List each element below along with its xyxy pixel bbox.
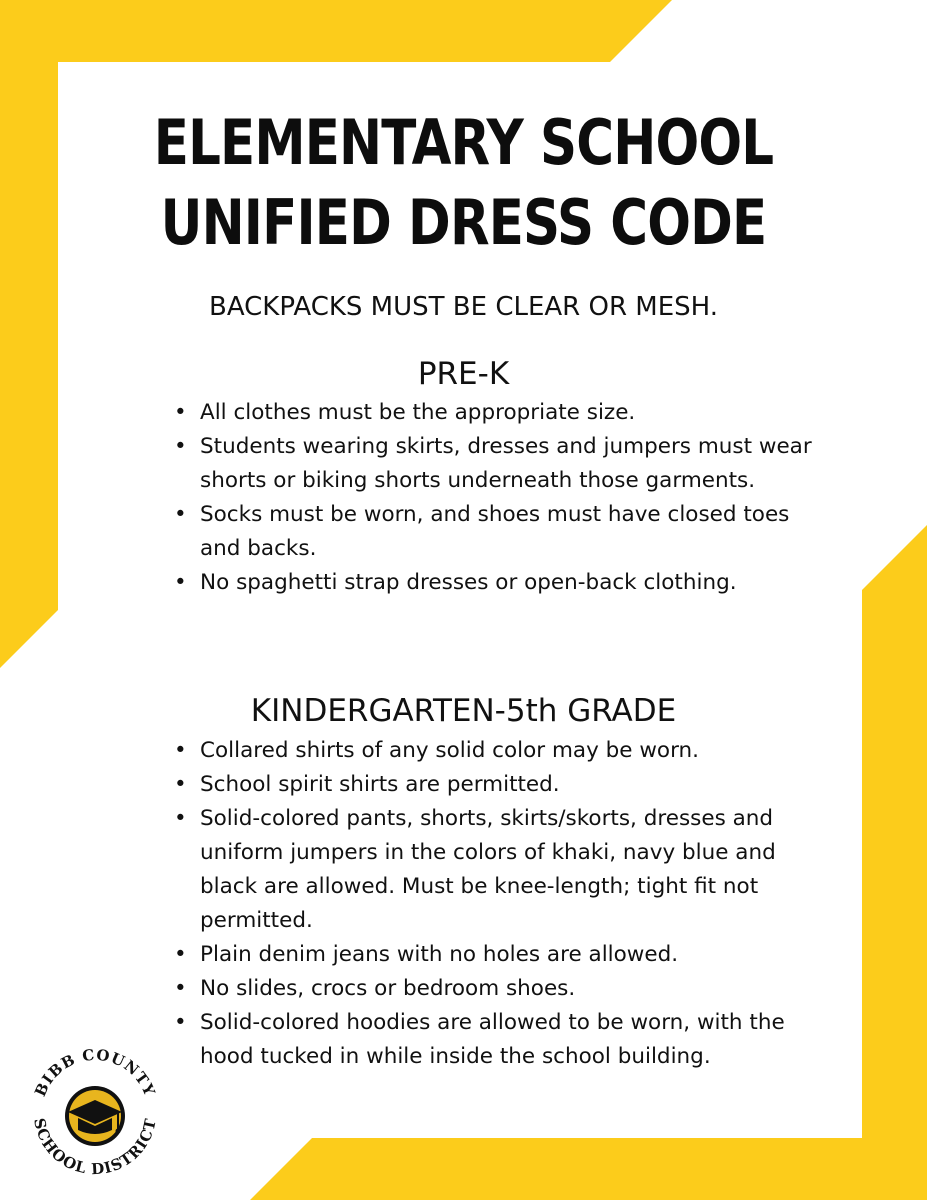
list-item: • Socks must be worn, and shoes must have closed toes and backs. [174, 498, 814, 566]
district-logo [20, 1038, 170, 1188]
page-title-line2: UNIFIED DRESS CODE [160, 186, 767, 259]
section-heading-k5: KINDERGARTEN-5th GRADE [250, 693, 677, 729]
backpack-notice: BACKPACKS MUST BE CLEAR OR MESH. [208, 292, 719, 322]
list-item: • Solid-colored pants, shorts, skirts/skorts, dresses and uniform jumpers in the colors of khaki, navy blue and black are allowed. Must be knee-length; tight fit not permitted. [174, 802, 814, 938]
list-item: • Students wearing skirts, dresses and jumpers must wear shorts or biking shorts underneath those garments. [174, 430, 814, 498]
logo-text-bottom: SCHOOL DISTRICT [30, 1116, 160, 1179]
graduation-cap-icon [65, 1086, 125, 1146]
list-item: • Collared shirts of any solid color may be worn. [174, 734, 814, 768]
page-title-line1: ELEMENTARY SCHOOL [153, 106, 774, 179]
list-item: • All clothes must be the appropriate size. [174, 396, 814, 430]
list-item: • No spaghetti strap dresses or open-back clothing. [174, 566, 814, 600]
prek-rules-list [174, 396, 814, 600]
section-heading-prek: PRE-K [417, 356, 510, 392]
list-item: • Plain denim jeans with no holes are allowed. [174, 938, 814, 972]
k5-rules-list [174, 734, 814, 1074]
list-item: • No slides, crocs or bedroom shoes. [174, 972, 814, 1006]
list-item: • School spirit shirts are permitted. [174, 768, 814, 802]
logo-text-top: BIBB COUNTY [31, 1045, 159, 1100]
list-item: • Solid-colored hoodies are allowed to be worn, with the hood tucked in while inside the school building. [174, 1006, 814, 1074]
